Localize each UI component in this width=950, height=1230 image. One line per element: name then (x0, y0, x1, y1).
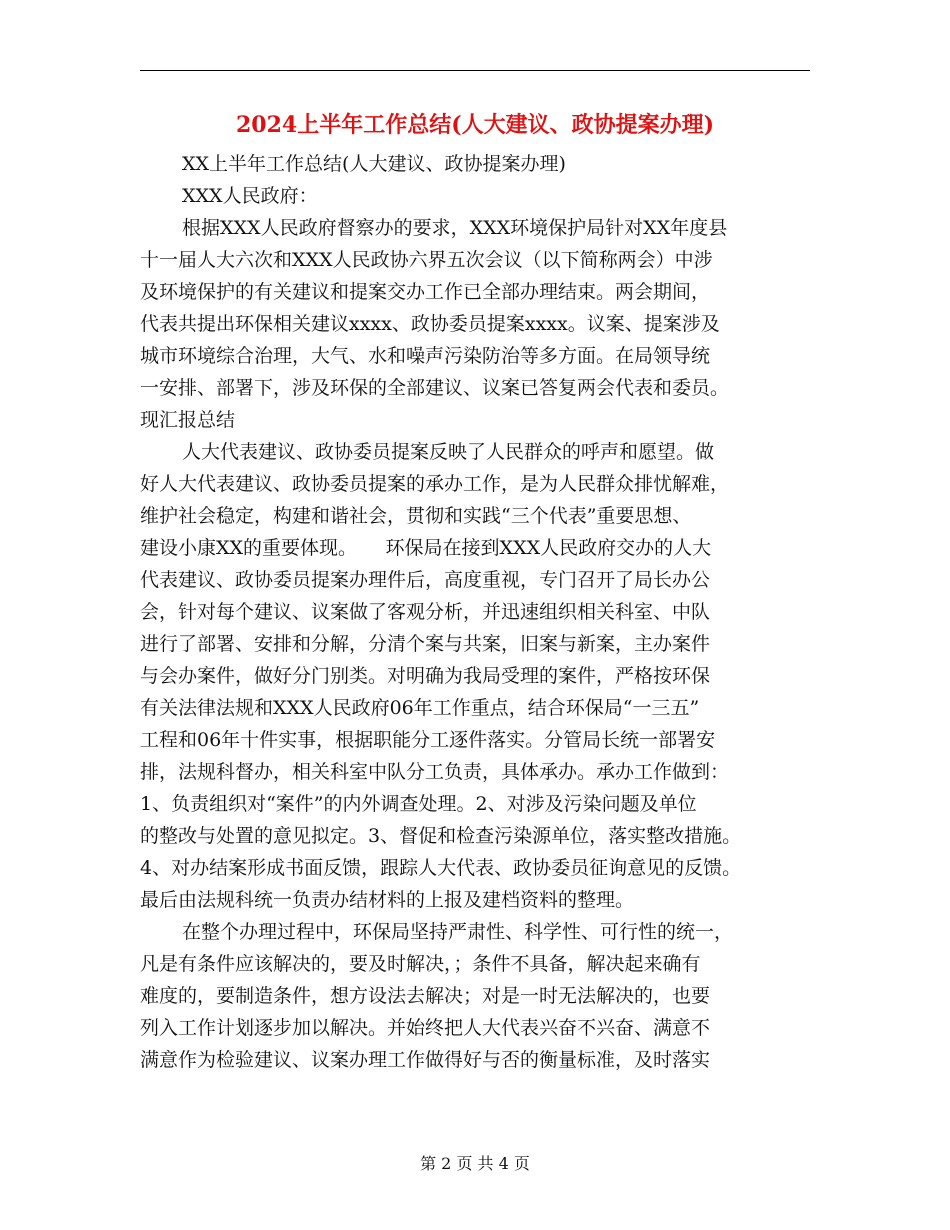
text-line: 好人大代表建议、政协委员提案的承办工作，是为人民群众排忧解难， (140, 473, 730, 495)
text-line: 及环境保护的有关建议和提案交办工作已全部办理结束。两会期间， (140, 281, 711, 303)
text-line: 代表共提出环保相关建议xxxx、政协委员提案xxxx。议案、提案涉及 (140, 313, 720, 335)
document-title: 2024上半年工作总结(人大建议、政协提案办理) (235, 112, 715, 138)
page-number: 第 2 页 共 4 页 (420, 1154, 530, 1173)
text-line: 建设小康XX的重要体现。 环保局在接到XXX人民政府交办的人大 (140, 537, 712, 559)
text-line: 进行了部署、安排和分解，分清个案与共案，旧案与新案，主办案件 (140, 633, 711, 655)
text-line: 最后由法规科统一负责办结材料的上报及建档资料的整理。 (140, 889, 635, 911)
text-line: 4、对办结案形成书面反馈，跟踪人大代表、政协委员征询意见的反馈。 (140, 857, 742, 879)
text-line: 现汇报总结 (140, 409, 236, 431)
text-line: 有关法律法规和XXX人民政府06年工作重点，结合环保局“一三五” (140, 697, 700, 719)
text-line: 会，针对每个建议、议案做了客观分析，并迅速组织相关科室、中队 (140, 601, 711, 623)
text-line: XXX人民政府： (182, 185, 318, 207)
text-line: 十一届人大六次和XXX人民政协六界五次会议（以下简称两会）中涉 (140, 249, 713, 271)
text-line: 维护社会稳定，构建和谐社会，贯彻和实践“三个代表”重要思想、 (140, 505, 692, 527)
text-line: 代表建议、政协委员提案办理件后，高度重视，专门召开了局长办公 (140, 569, 711, 591)
text-line: 1、负责组织对“案件”的内外调查处理。2、对涉及污染问题及单位 (140, 793, 697, 815)
header-rule (140, 70, 810, 71)
text-line: XX上半年工作总结(人大建议、政协提案办理) (182, 153, 566, 175)
text-line: 在整个办理过程中，环保局坚持严肃性、科学性、可行性的统一， (182, 921, 734, 943)
text-line: 难度的，要制造条件，想方设法去解决；对是一时无法解决的，也要 (140, 985, 711, 1007)
text-line: 人大代表建议、政协委员提案反映了人民群众的呼声和愿望。做 (182, 441, 715, 463)
text-line: 列入工作计划逐步加以解决。并始终把人大代表兴奋不兴奋、满意不 (140, 1017, 711, 1039)
text-line: 一安排、部署下，涉及环保的全部建议、议案已答复两会代表和委员。 (140, 377, 730, 399)
text-line: 根据XXX人民政府督察办的要求，XXX环境保护局针对XX年度县 (182, 217, 728, 239)
text-line: 工程和06年十件实事，根据职能分工逐件落实。分管局长统一部署安 (140, 729, 716, 751)
document-body (140, 148, 810, 1076)
text-line: 排，法规科督办，相关科室中队分工负责，具体承办。承办工作做到： (140, 761, 730, 783)
text-line: 凡是有条件应该解决的，要及时解决，；条件不具备，解决起来确有 (140, 953, 701, 975)
text-line: 与会办案件，做好分门别类。对明确为我局受理的案件，严格按环保 (140, 665, 711, 687)
text-line: 满意作为检验建议、议案办理工作做得好与否的衡量标准，及时落实 (140, 1049, 711, 1071)
text-line: 城市环境综合治理，大气、水和噪声污染防治等多方面。在局领导统 (140, 345, 711, 367)
text-line: 的整改与处置的意见拟定。3、督促和检查污染源单位，落实整改措施。 (140, 825, 742, 847)
